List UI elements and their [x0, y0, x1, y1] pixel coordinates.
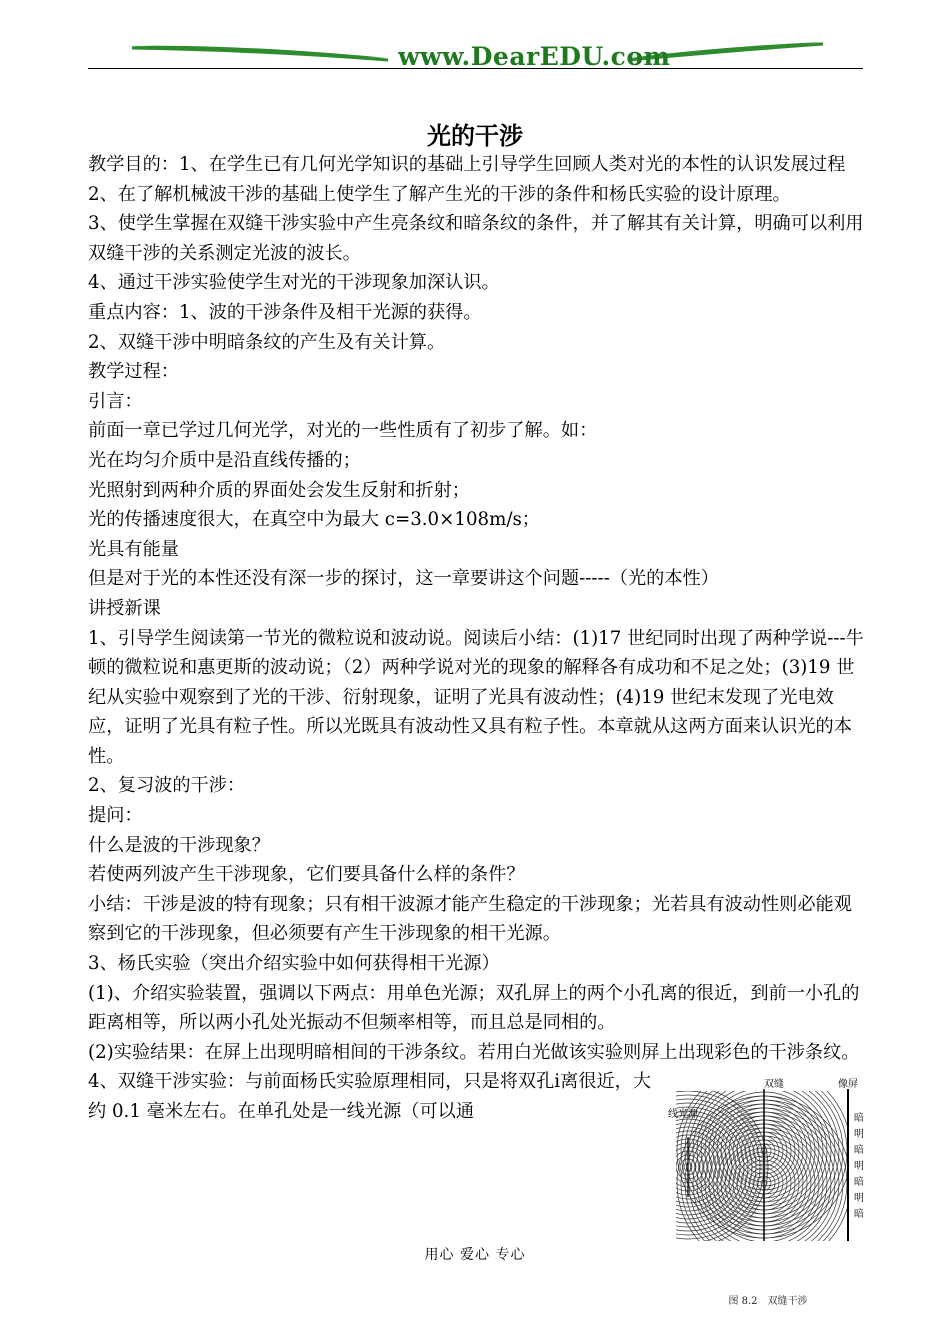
label-source: 线光源 [668, 1109, 698, 1121]
label-screen: 像屏 [838, 1079, 858, 1091]
paragraph: 光的传播速度很大，在真空中为最大 c=3.0×108m/s； [88, 509, 540, 531]
header-rule [88, 68, 863, 69]
paragraph: 2、双缝干涉中明暗条纹的产生及有关计算。 [88, 331, 446, 353]
page-header [88, 36, 863, 70]
paragraph: 前面一章已学过几何光学，对光的一些性质有了初步了解。如： [88, 420, 598, 442]
paragraph: 4、通过干涉实验使学生对光的干涉现象加深认识。 [88, 272, 500, 294]
paragraph: 什么是波的干涉现象？ [88, 834, 270, 856]
paragraph: 教学过程： [88, 361, 179, 383]
fringe-label: 暗 [854, 1145, 864, 1157]
paragraph: (1)、介绍实验装置，强调以下两点：用单色光源；双孔屏上的两个小孔离的很近，到前一小孔的距离相等，所以两小孔处光振动不但频率相等，而且总是同相的。 [88, 982, 860, 1034]
document-body [88, 150, 866, 1247]
fringe-label: 明 [854, 1193, 864, 1205]
interference-diagram [666, 1077, 872, 1247]
paragraph: (2)实验结果：在屏上出现明暗相间的干涉条纹。若用白光做该实验则屏上出现彩色的干涉条纹。 [88, 1041, 860, 1063]
paragraph: 讲授新课 [88, 597, 161, 619]
paragraph: 2、复习波的干涉： [88, 775, 246, 797]
paragraph: 光具有能量 [88, 538, 179, 560]
site-logo-text: www.DearEDU.com [398, 42, 671, 71]
paragraph: 4、双缝干涉实验：与前面杨氏实验原理相同，只是将双孔i离很近，大约 0.1 毫米左右。在单孔处是一线光源（可以通 [88, 1071, 652, 1122]
fringe-label: 明 [854, 1129, 864, 1141]
fringe-label: 暗 [854, 1209, 864, 1221]
paragraph: 2、在了解机械波干涉的基础上使学生了解产生光的干涉的条件和杨氏实验的设计原理。 [88, 183, 791, 205]
page-title: 光的干涉 [427, 122, 523, 150]
fringe-label: 暗 [854, 1177, 864, 1189]
paragraph: 小结：干涉是波的特有现象；只有相干波源才能产生稳定的干涉现象；光若具有波动性则必能观察到它的干涉现象，但必须要有产生干涉现象的相干光源。 [88, 893, 852, 945]
paragraph: 但是对于光的本性还没有深一步的探讨，这一章要讲这个问题-----（光的本性） [88, 568, 719, 590]
paragraph: 重点内容：1、波的干涉条件及相干光源的获得。 [88, 301, 482, 323]
double-slit-figure [666, 1077, 872, 1247]
paragraph: 光在均匀介质中是沿直线传播的； [88, 449, 361, 471]
fringe-label: 明 [854, 1161, 864, 1173]
fringe-label: 暗 [854, 1113, 864, 1125]
paragraph: 教学目的：1、在学生已有几何光学知识的基础上引导学生回顾人类对光的本性的认识发展过程 [88, 154, 846, 175]
paragraph: 3、杨氏实验（突出介绍实验中如何获得相干光源） [88, 953, 500, 975]
paragraph: 光照射到两种介质的界面处会发生反射和折射； [88, 479, 470, 501]
paragraph: 提问： [88, 805, 143, 827]
paragraph: 若使两列波产生干涉现象，它们要具备什么样的条件？ [88, 864, 525, 886]
figure-caption: 图 8.2 双缝干涉 [728, 1296, 808, 1307]
paragraph: 引言： [88, 390, 143, 412]
page-footer: 用心 爱心 专心 [424, 1247, 526, 1263]
paragraph: 3、使学生掌握在双缝干涉实验中产生亮条纹和暗条纹的条件，并了解其有关计算，明确可以利用双缝干涉的关系测定光波的波长。 [88, 213, 864, 264]
label-slit: 双缝 [764, 1079, 784, 1091]
paragraph: 1、引导学生阅读第一节光的微粒说和波动说。阅读后小结：(1)17 世纪同时出现了两种学说---牛顿的微粒说和惠更斯的波动说；（2）两种学说对光的现象的解释各有成功和不足之处；(3)19 世纪从实验中观察到了光的干涉、衍射现象，证明了光具有波动性；(4)19 世纪末发现了光电效应，证明了光具有粒子性。所以光既具有波动性又具有粒子性。本章就从这两方面来认识光的本性。 [88, 627, 864, 767]
